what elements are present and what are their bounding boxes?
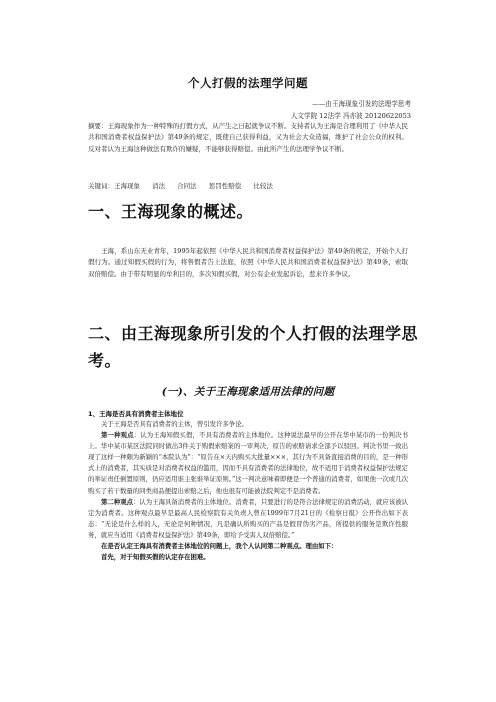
- view2-paragraph: [88, 497, 408, 541]
- document-subtitle: ——由王海现象引发的法理学思考: [312, 100, 411, 108]
- section2-heading: 二、由王海现象所引发的个人打假的法理学思考。: [88, 324, 419, 370]
- section2-body: [88, 419, 408, 563]
- author-line: 人文学院 12法学 冯亦波 20120622053: [290, 112, 411, 120]
- keyword-item: 关键词：王海现象: [88, 182, 140, 190]
- intro-paragraph: 关于王海是否具有消费者的主体，曾引发许多争论。: [101, 420, 248, 428]
- document-title: 个人打假的法理学问题: [188, 76, 308, 90]
- section1-heading: 一、王海现象的概述。: [88, 202, 254, 221]
- keyword-item: 合同法: [177, 182, 197, 190]
- view1-label: 第一种观点: [101, 431, 134, 440]
- keywords: [88, 181, 283, 190]
- view2-label: 第二种观点: [101, 497, 133, 506]
- keyword-item: 消法: [152, 182, 166, 190]
- view1-paragraph: [88, 430, 408, 497]
- view2-text: ：认为王海具备消费者的主体地位。消费者，只要进行的是符合法律规定的消费活动，就应该被认定为消费者。这种观点最早是最高人民检察院有关负责人曾在1999年7月21日的《检察日报》公开作出如下表态：“无论是什么样的人，无论是何种情况，凡是确认所购买的产品是假冒伪劣产品，所提供的服务是欺诈性服务，就应当适用《消费者权益保护法》第49条，即给予受害人双倍赔偿。”: [88, 497, 409, 539]
- abstract: 摘要：王海现象作为一种特殊的打假方式，从产生之日起就争议不断。支持者认为王海是合理利用了《中华人民共和国消费者权益保护法》第49条的规定，既使自己获得利益，又为社会大众造福，维护了社会公众的权利。反对者认为王海这种做法有欺诈的嫌疑，不能够获得赔偿。由此所产生的法理学争议不断。: [88, 122, 408, 153]
- section2-subheading: (一)、关于王海现象适用法律的问题: [161, 386, 335, 398]
- keyword-item: 比较法: [253, 182, 273, 190]
- conclusion-paragraph: 在是否认定王海具有消费者主体地位的问题上，我个人认同第二种观点。理由如下：: [101, 542, 338, 551]
- section1-paragraph: 王海，系山东无业青年，1995年起依照《中华人民共和国消费者权益保护法》第49条的规定，开始个人打假行为。通过知假买假的行为，将售假者告上法庭，依照《中华人民共和国消费者权益保护法》第49条，索取双倍赔偿。由于带有明显的牟利目的，多次知假买假，对公有企业发起诉讼，惹来许多争议。: [88, 247, 408, 278]
- point1-heading: 1、王海是否具有消费者主体地位: [88, 410, 184, 418]
- view1-text: ：认为王海知假买假，不具有消费者的主体地位。这种说法最早的公开在华中某市的一份判决书上。华中某市某区法院同时做出3件关于购假索赔案的一审判决，原告的索赔请求全部予以驳回。判决书里一致出现了这样一种颇为新颖的“本院认为”：“原告在×天内购买大批量×××，其行为不具备直接消费的目的，是一种形式上的消费者，其实质是对消费者权益的滥用，因而不具有消费者的法律地位，故不适用于消费者权益保护法规定的举证责任倒置原则，仍应适用谁主张谁举证原则。”这一判决意味着即便是一个普通的消费者，如果他一次或几次购买了若干数量的同类商品便提出索赔之后，他也很有可能被法院判定不是消费者。: [88, 431, 409, 495]
- first-reason-paragraph: 首先，对于知假买假的认定存在困难。: [101, 553, 210, 562]
- keyword-item: 惩罚性赔偿: [208, 182, 242, 190]
